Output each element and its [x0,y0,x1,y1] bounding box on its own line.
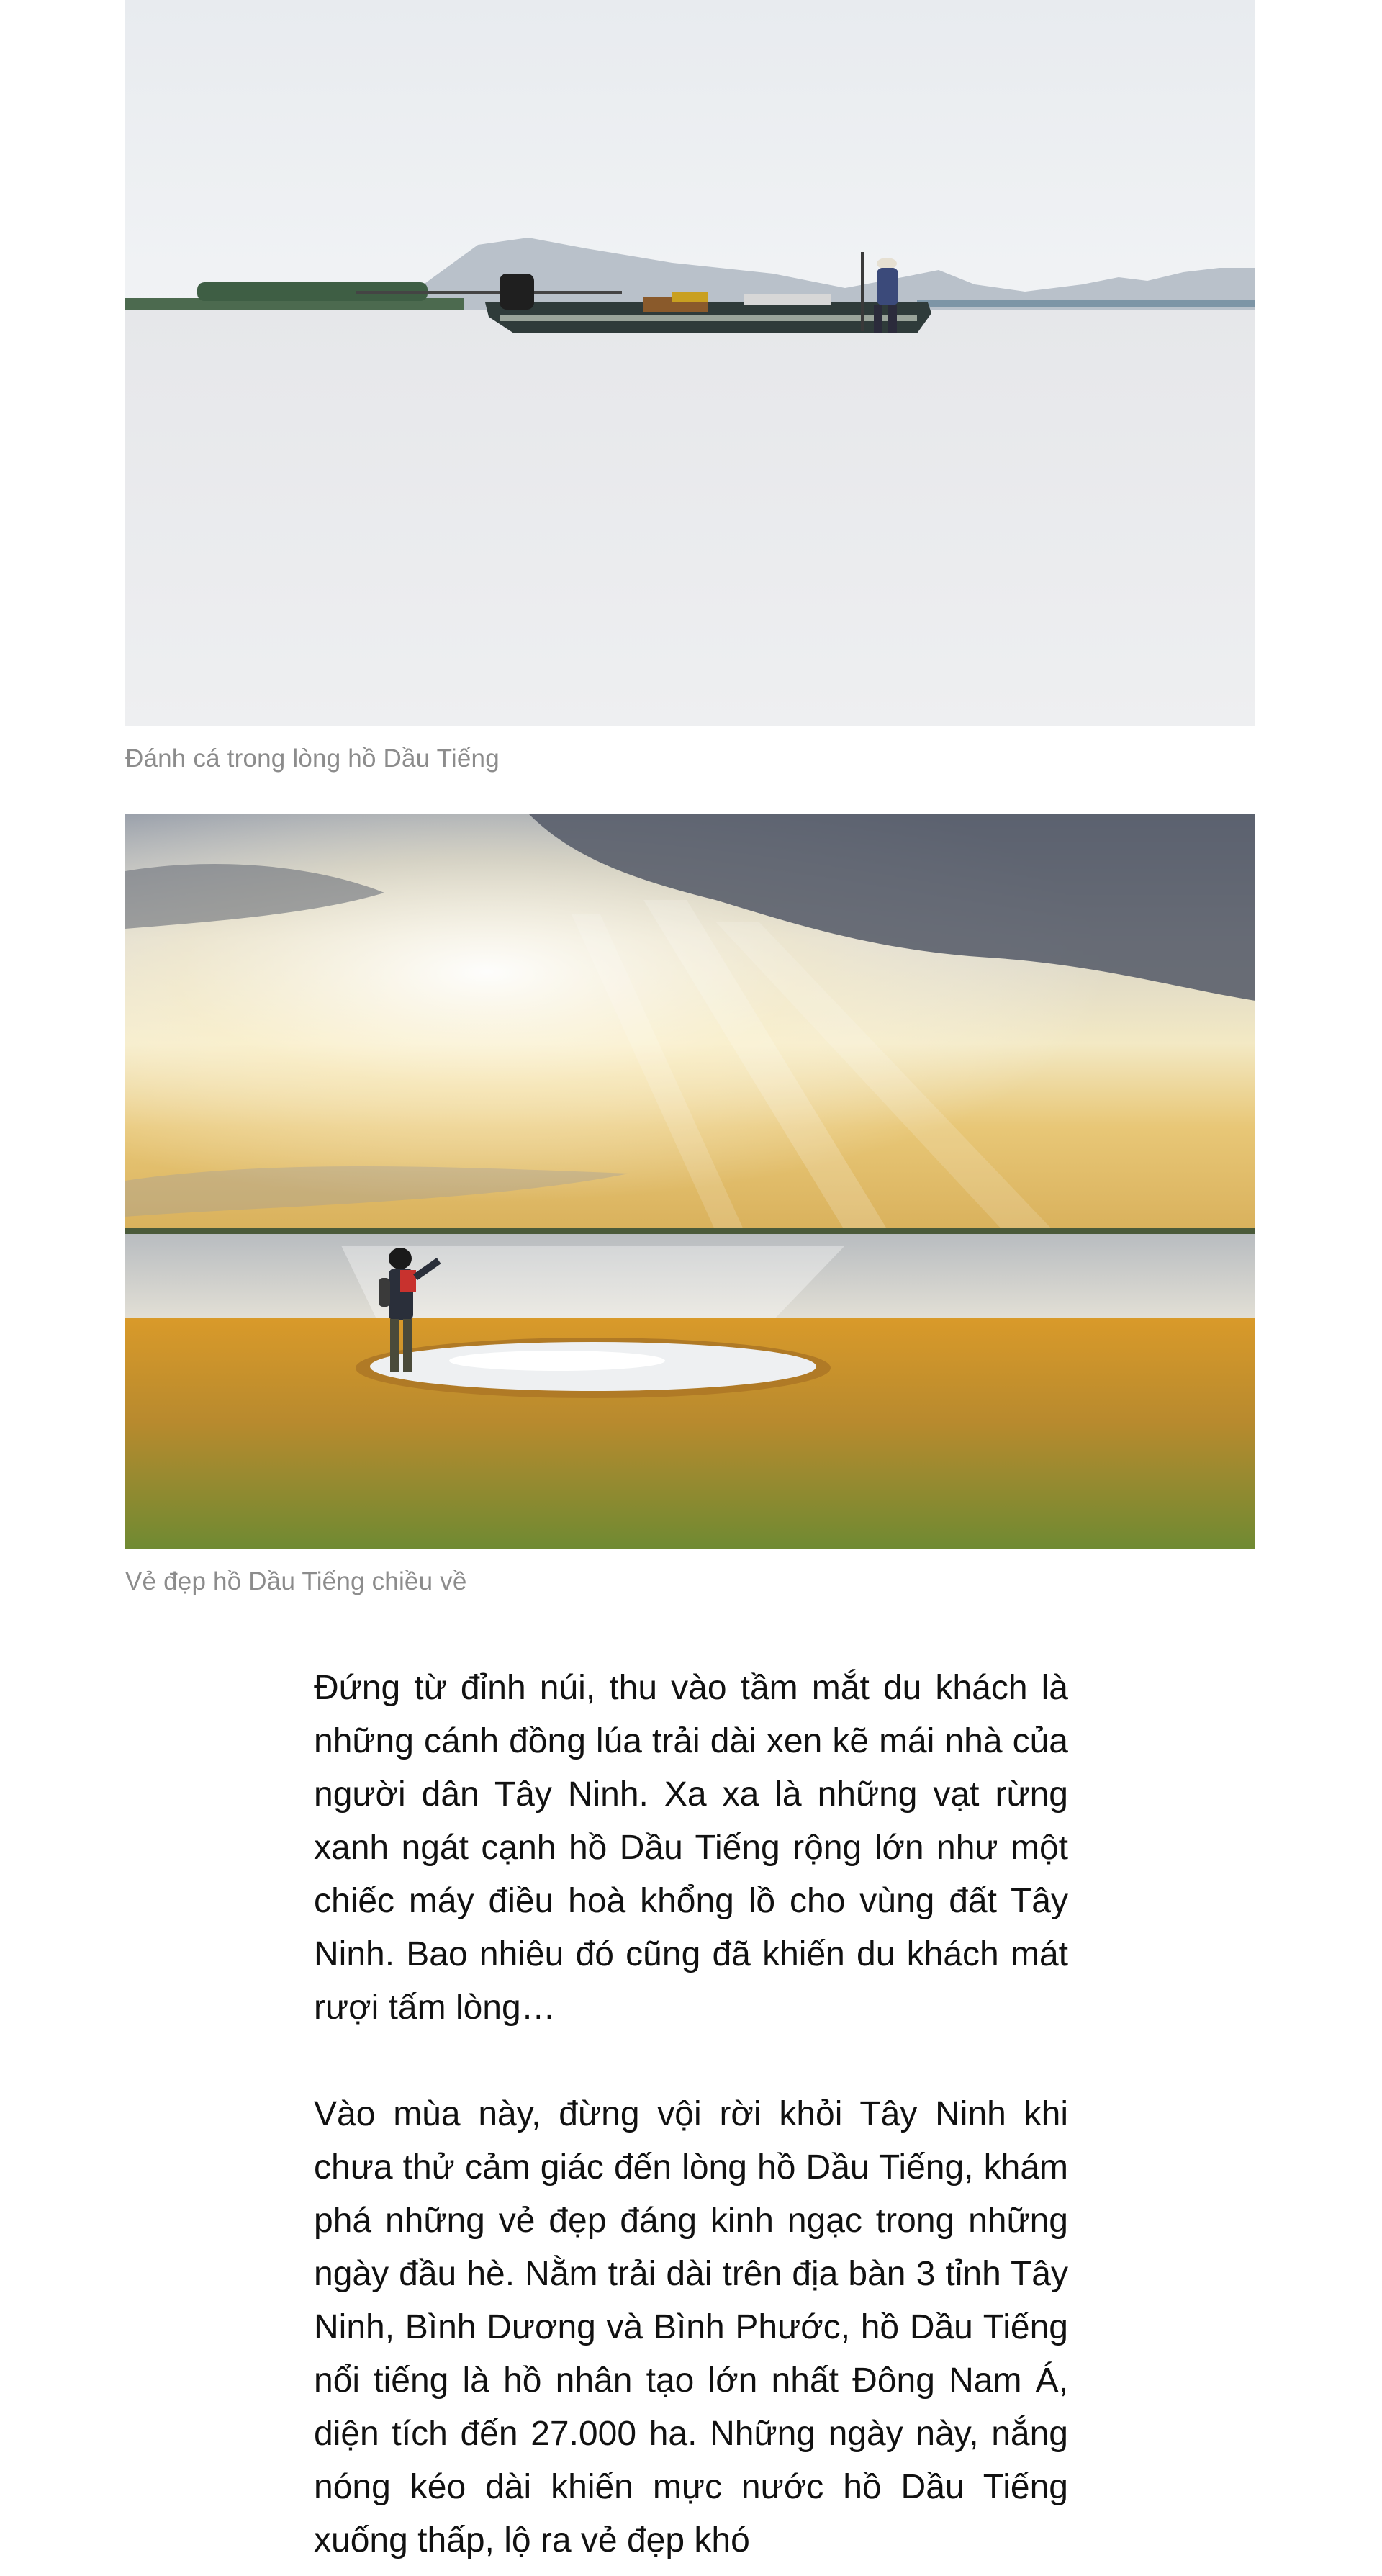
photo-fishing-boat [125,0,1255,726]
article-body [314,1662,1068,2567]
figure-caption: Đánh cá trong lòng hồ Dầu Tiếng [125,744,500,773]
photo-lake-sunset [125,814,1255,1549]
article-paragraph: Vào mùa này, đừng vội rời khỏi Tây Ninh khi chưa thử cảm giác đến lòng hồ Dầu Tiếng, khám phá những vẻ đẹp đáng kinh ngạc trong những ngày đầu hè. Nằm trải dài trên địa bàn 3 tỉnh Tây Ninh, Bình Dương và Bình Phước, hồ Dầu Tiếng nổi tiếng là hồ nhân tạo lớn nhất Đông Nam Á, diện tích đến 27.000 ha. Những ngày này, nắng nóng kéo dài khiến mực nước hồ Dầu Tiếng xuống thấp, lộ ra vẻ đẹp khó [314,2095,1068,2559]
article-paragraph: Đứng từ đỉnh núi, thu vào tầm mắt du khách là những cánh đồng lúa trải dài xen kẽ mái nhà của người dân Tây Ninh. Xa xa là những vạt rừng xanh ngát cạnh hồ Dầu Tiếng rộng lớn như một chiếc máy điều hoà khổng lồ cho vùng đất Tây Ninh. Bao nhiêu đó cũng đã khiến du khách mát rượi tấm lòng… [314,1669,1068,2027]
figure-caption: Vẻ đẹp hồ Dầu Tiếng chiều về [125,1567,467,1595]
